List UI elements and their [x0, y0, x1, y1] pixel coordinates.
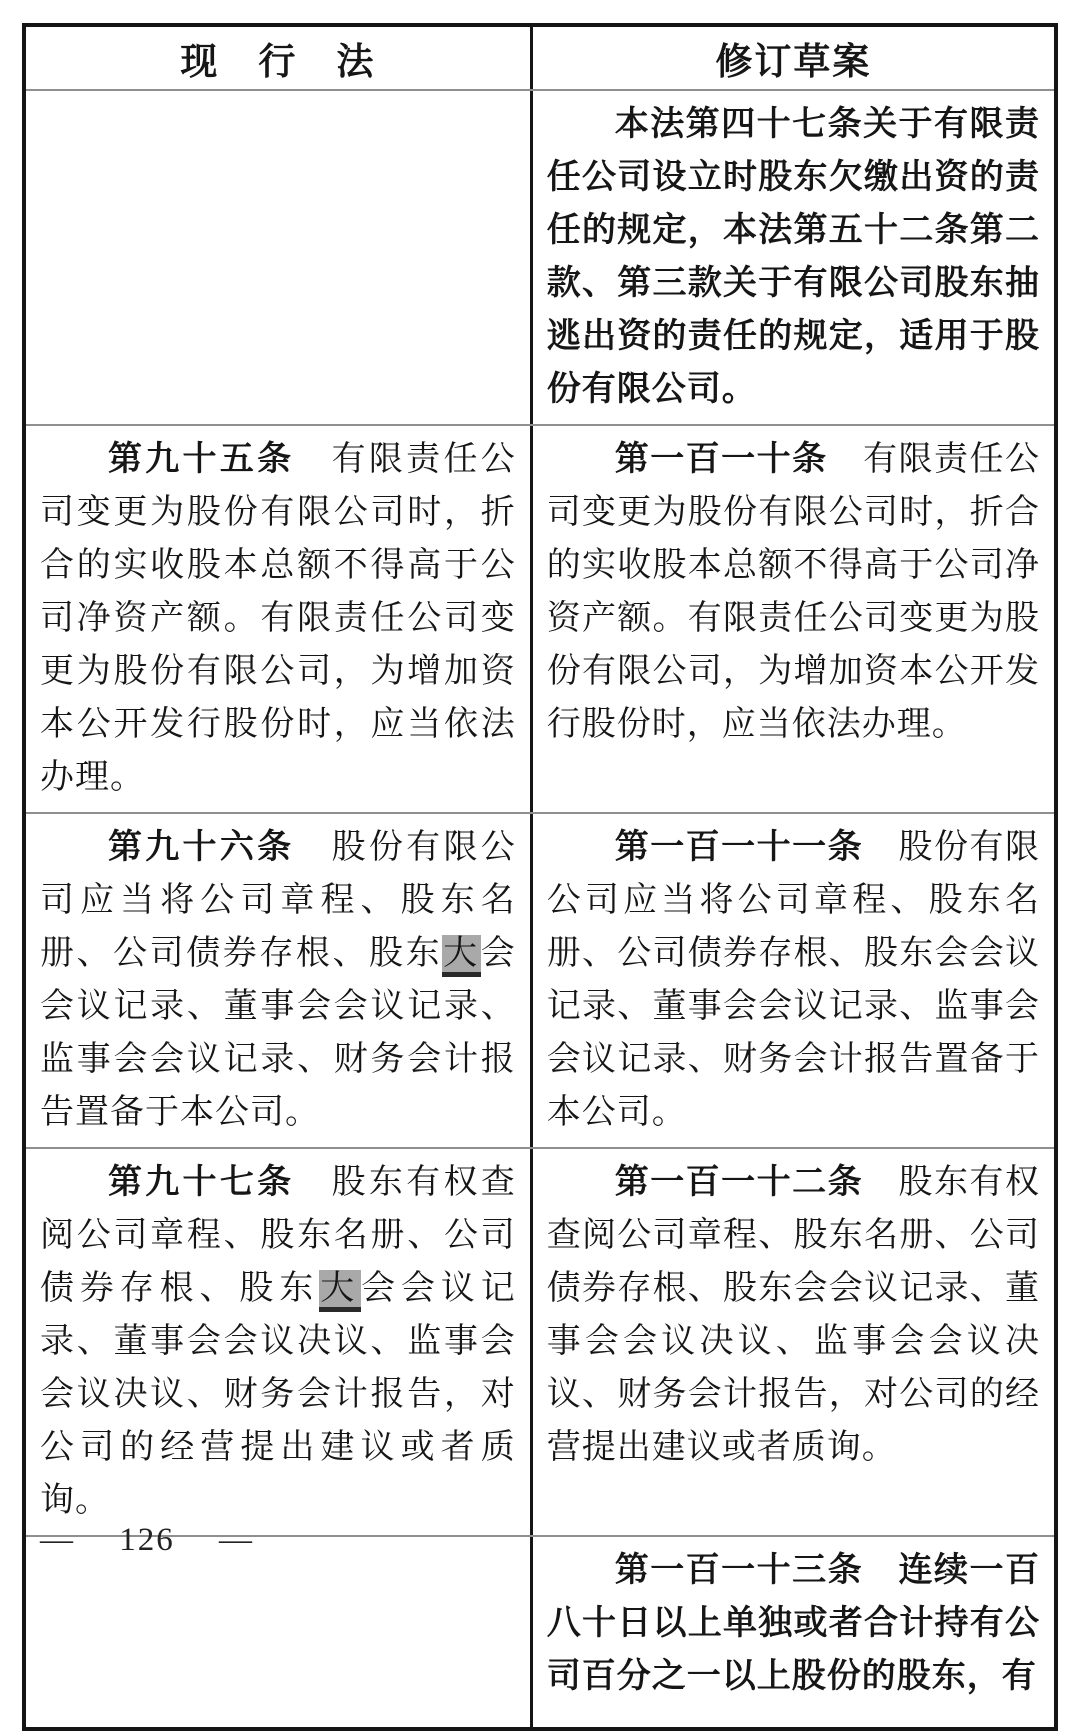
article-paragraph [547, 1544, 1040, 1703]
article-paragraph [40, 821, 516, 1139]
current-law-cell [26, 91, 530, 424]
deleted-char-highlight: 大 [319, 1270, 361, 1312]
article-number-bold-text: 第九十六条 [108, 828, 295, 866]
article-body-text: 有限责任公司变更为股份有限公司时，折合的实收股本总额不得高于公司净资产额。有限责任公司变更为股份有限公司，为增加资本公开发行股份时，应当依法办理。 [546, 441, 1040, 743]
article-number-bold-text: 第一百一十一条 [614, 828, 864, 866]
deleted-char-highlight: 大 [442, 935, 481, 977]
table-row [26, 426, 1054, 814]
revision-draft-cell [530, 814, 1054, 1147]
article-body-text: 会会议记录、董事会会议决议、监事会会议决议、财务会计报告，对公司的经营提出建议或者质询。 [40, 1270, 516, 1519]
table-row [26, 814, 1054, 1149]
revision-draft-cell [530, 91, 1054, 424]
revision-draft-cell [530, 1537, 1054, 1727]
article-body-text: 有限责任公司变更为股份有限公司时，折合的实收股本总额不得高于公司净资产额。有限责任公司变更为股份有限公司，为增加资本公开发行股份时，应当依法办理。 [40, 441, 516, 796]
article-body-text: 会会议记录、董事会会议记录、监事会会议记录、财务会计报告置备于本公司。 [40, 935, 516, 1131]
article-paragraph [547, 98, 1040, 416]
revision-draft-cell [530, 426, 1054, 812]
article-body-text: 股东有权查阅公司章程、股东名册、公司债券存根、股东 [40, 1164, 516, 1307]
current-law-cell [26, 814, 530, 1147]
current-law-cell [26, 1537, 530, 1727]
current-law-cell [26, 1149, 530, 1535]
comparison-table-body [26, 91, 1054, 1727]
article-number-bold-text: 本法第四十七条关于有限责任公司设立时股东欠缴出资的责任的规定，本法第五十二条第二款、第三款关于有限公司股东抽逃出资的责任的规定，适用于股份有限公司。 [546, 105, 1040, 408]
article-body-text: 股份有限公司应当将公司章程、股东名册、公司债券存根、股东 [40, 829, 516, 972]
current-law-header: 现 行 法 [180, 41, 376, 82]
article-number-bold-text: 第九十七条 [108, 1163, 295, 1201]
table-row [26, 91, 1054, 426]
article-body-text: 股东有权查阅公司章程、股东名册、公司债券存根、股东会会议记录、董事会会议决议、监事会会议决议、财务会计报告，对公司的经营提出建议或者质询。 [546, 1164, 1040, 1466]
article-paragraph [547, 821, 1040, 1139]
revision-draft-cell [530, 1149, 1054, 1535]
article-number-bold-text: 第一百一十二条 [614, 1163, 864, 1201]
article-paragraph [40, 1156, 516, 1527]
article-paragraph [547, 1156, 1040, 1474]
revision-draft-header: 修订草案 [530, 27, 1054, 89]
article-number-bold-text: 第一百一十条 [614, 440, 828, 478]
table-row [26, 1149, 1054, 1537]
article-number-bold-text: 第九十五条 [108, 440, 295, 478]
current-law-cell [26, 426, 530, 812]
table-header-row [26, 27, 1054, 91]
comparison-table [22, 23, 1058, 1731]
article-paragraph [40, 433, 516, 804]
table-row [26, 1537, 1054, 1727]
page-number: — 126 — [40, 1522, 254, 1558]
article-paragraph [547, 433, 1040, 751]
article-number-bold-text: 第一百一十三条 连续一百八十日以上单独或者合计持有公司百分之一以上股份的股东，有 [546, 1551, 1040, 1695]
article-body-text: 股份有限公司应当将公司章程、股东名册、公司债券存根、股东会会议记录、董事会会议记录、监事会会议记录、财务会计报告置备于本公司。 [546, 829, 1040, 1131]
